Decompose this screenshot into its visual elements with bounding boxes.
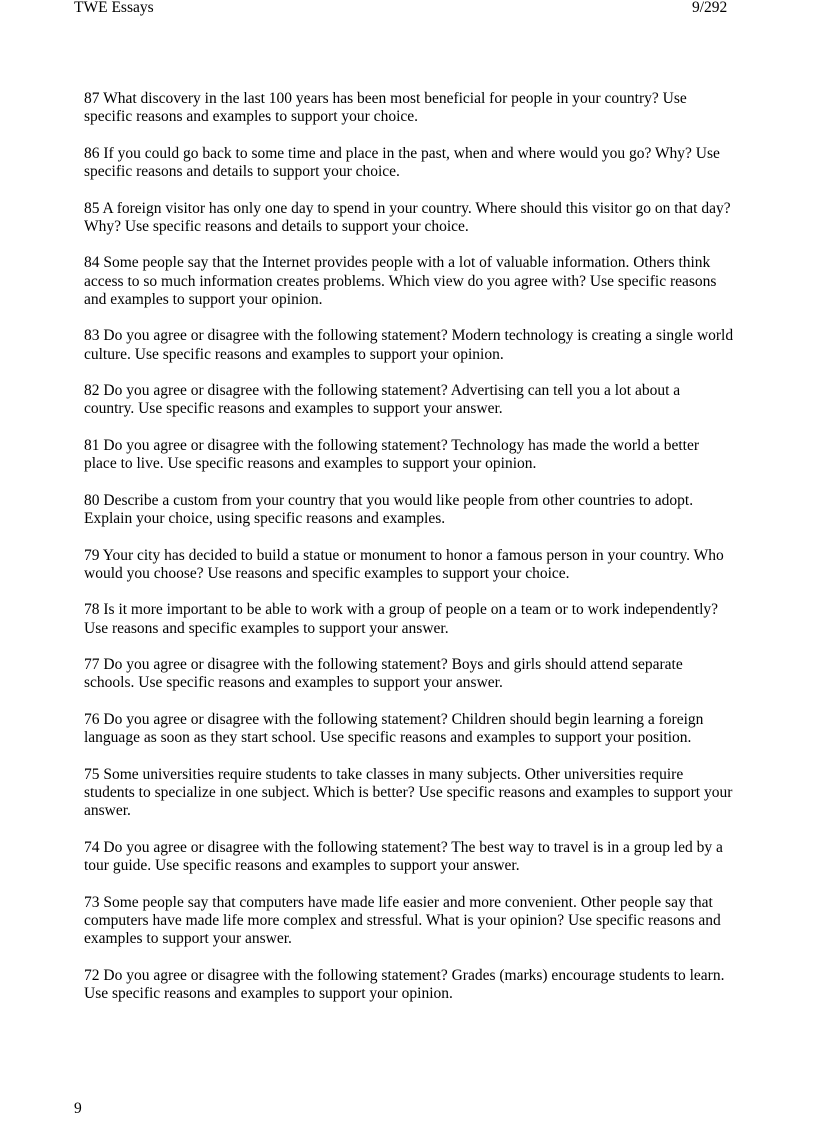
question-86: 86 If you could go back to some time and place in the past, when and where would you go? Why? Use specific reasons and details to support your choice.: [84, 144, 720, 180]
question-74: 74 Do you agree or disagree with the following statement? The best way to travel is in a group led by a tour guide. Use specific reasons and examples to support your answer.: [84, 838, 723, 874]
question-78: 78 Is it more important to be able to work with a group of people on a team or to work independently? Use reasons and specific examples to support your answer.: [84, 601, 719, 637]
document-title: TWE Essays: [74, 0, 154, 16]
page-indicator: 9/292: [692, 0, 728, 16]
question-84: 84 Some people say that the Internet provides people with a lot of valuable information. Others think access to so much information creates problems. Which view do you agree with? Use specific reasons and examples to support your opinion.: [84, 254, 717, 308]
question-81: 81 Do you agree or disagree with the following statement? Technology has made the world a better place to live. Use specific reasons and examples to support your opinion.: [84, 436, 699, 473]
question-72: 72 Do you agree or disagree with the following statement? Grades (marks) encourage students to learn. Use specific reasons and examples to support your opinion.: [84, 966, 725, 1002]
question-83: 83 Do you agree or disagree with the following statement? Modern technology is creating a single world culture. Use specific reasons and examples to support your opinion.: [84, 327, 734, 363]
question-82: 82 Do you agree or disagree with the following statement? Advertising can tell you a lot about a country. Use specific reasons and examples to support your answer.: [84, 382, 681, 418]
question-73: 73 Some people say that computers have made life easier and more convenient. Other people say that computers have made life more complex and stressful. What is your opinion? Use specific reasons and examples to support your answer.: [84, 893, 721, 947]
question-85: 85 A foreign visitor has only one day to spend in your country. Where should this visitor go on that day? Why? Use specific reasons and details to support your choice.: [84, 199, 731, 235]
question-87: 87 What discovery in the last 100 years has been most beneficial for people in your country? Use specific reasons and examples to support your choice.: [84, 90, 687, 126]
page-number: 9: [74, 1100, 82, 1117]
question-80: 80 Describe a custom from your country that you would like people from other countries to adopt. Explain your choice, using specific reasons and examples.: [84, 491, 694, 527]
question-79: 79 Your city has decided to build a statue or monument to honor a famous person in your country. Who would you choose? Use reasons and specific examples to support your choice.: [84, 546, 724, 582]
question-77: 77 Do you agree or disagree with the following statement? Boys and girls should attend separate schools. Use specific reasons and examples to support your answer.: [84, 656, 683, 692]
question-list: [84, 90, 734, 1021]
question-76: 76 Do you agree or disagree with the following statement? Children should begin learning a foreign language as soon as they start school. Use specific reasons and examples to support your position.: [84, 710, 704, 747]
question-75: 75 Some universities require students to take classes in many subjects. Other universities require students to specialize in one subject. Which is better? Use specific reasons and examples to support your answer.: [84, 765, 733, 820]
